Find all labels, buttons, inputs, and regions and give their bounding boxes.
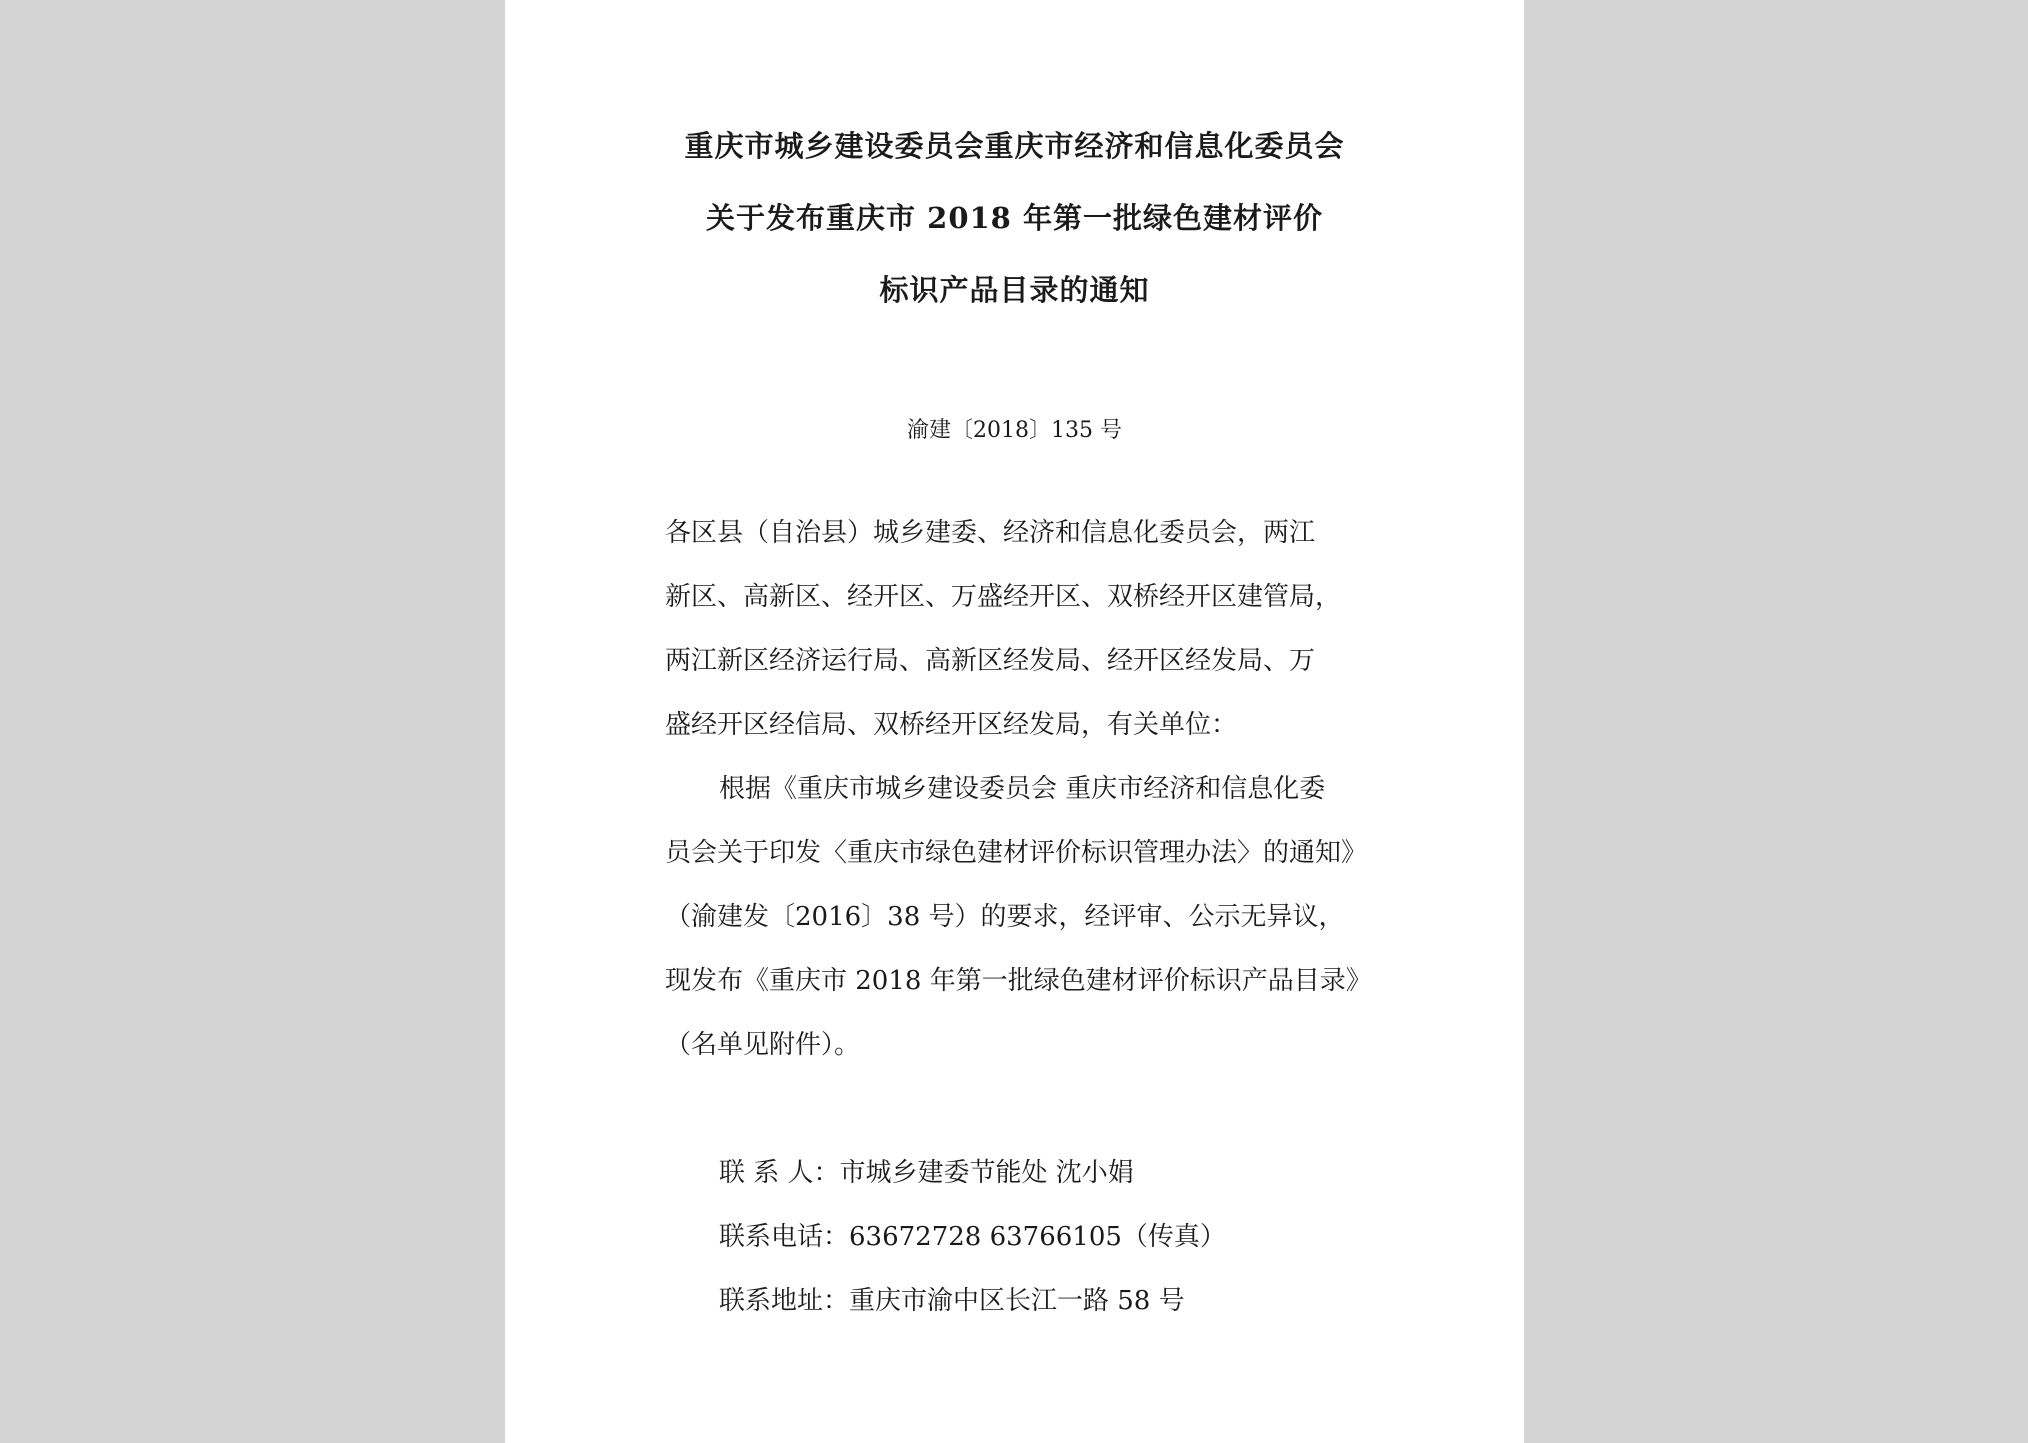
contact-person: 联 系 人：市城乡建委节能处 沈小娟: [719, 1158, 1134, 1188]
body-line-2: 员会关于印发〈重庆市绿色建材评价标识管理办法〉的通知》: [665, 838, 1368, 868]
addressee-line-1: 各区县（自治县）城乡建委、经济和信息化委员会，两江: [665, 518, 1316, 548]
addressee-line-2: 新区、高新区、经开区、万盛经开区、双桥经开区建管局，: [665, 582, 1342, 612]
title-line-3: 标识产品目录的通知: [879, 273, 1150, 307]
body-line-5: （名单见附件）。: [665, 1030, 861, 1060]
body-line-4: 现发布《重庆市 2018 年第一批绿色建材评价标识产品目录》: [665, 966, 1372, 996]
addressee-line-3: 两江新区经济运行局、高新区经发局、经开区经发局、万: [665, 646, 1316, 676]
body-line-1: 根据《重庆市城乡建设委员会 重庆市经济和信息化委: [719, 774, 1326, 804]
title-line-2: 关于发布重庆市 2018 年第一批绿色建材评价: [706, 201, 1323, 235]
body-line-3: （渝建发〔2016〕38 号）的要求，经评审、公示无异议，: [665, 902, 1345, 932]
contact-phone: 联系电话：63672728 63766105（传真）: [719, 1222, 1226, 1252]
title-line-1: 重庆市城乡建设委员会重庆市经济和信息化委员会: [684, 129, 1345, 163]
document-page: [505, 0, 1524, 1443]
contact-address: 联系地址：重庆市渝中区长江一路 58 号: [719, 1286, 1185, 1316]
document-number: 渝建〔2018〕135 号: [907, 418, 1122, 443]
addressee-line-4: 盛经开区经信局、双桥经开区经发局，有关单位：: [665, 710, 1238, 740]
